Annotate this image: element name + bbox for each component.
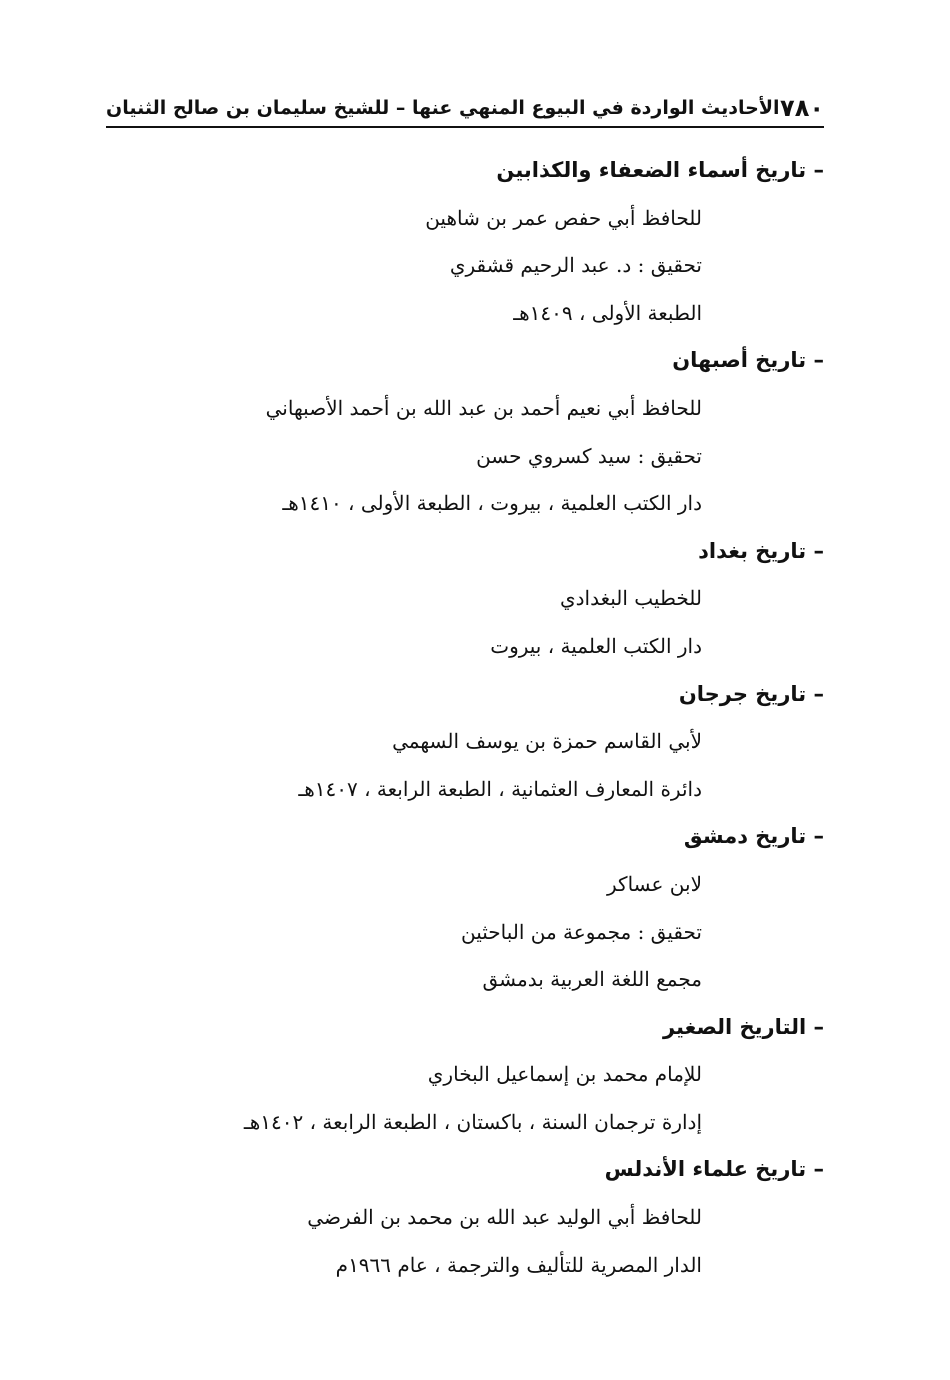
bibliography-entry	[124, 340, 824, 530]
entry-detail-line: للحافظ أبي الوليد عبد الله بن محمد بن الفرضي	[307, 1205, 702, 1230]
entry-detail-line: دار الكتب العلمية ، بيروت ، الطبعة الأولى ، ١٤١٠هـ	[282, 491, 702, 516]
entry-detail-line: الدار المصرية للتأليف والترجمة ، عام ١٩٦٦م	[335, 1252, 702, 1277]
page-header	[106, 86, 824, 128]
entry-detail-line: تحقيق : مجموعة من الباحثين	[460, 919, 702, 944]
running-title: الأحاديث الواردة في البيوع المنهي عنها – للشيخ سليمان بن صالح الثنيان	[106, 97, 780, 119]
bibliography-entry	[124, 1007, 824, 1150]
bibliography-entry	[124, 1149, 824, 1292]
entry-detail-line: للإمام محمد بن إسماعيل البخاري	[427, 1062, 702, 1087]
entry-detail-line: إدارة ترجمان السنة ، باكستان ، الطبعة الرابعة ، ١٤٠٢هـ	[243, 1109, 702, 1134]
entry-title: – تاريخ علماء الأندلس	[604, 1157, 824, 1182]
page-number: ٧٨٠	[780, 94, 824, 122]
bibliography-entry	[124, 531, 824, 674]
entry-detail-line: تحقيق : د. عبد الرحيم قشقري	[449, 253, 702, 278]
entry-detail-line: للخطيب البغدادي	[559, 586, 702, 611]
entry-title: – تاريخ أسماء الضعفاء والكذابين	[496, 158, 824, 182]
entry-detail-line: لأبي القاسم حمزة بن يوسف السهمي	[392, 729, 702, 754]
entry-detail-line: دائرة المعارف العثمانية ، الطبعة الرابعة ، ١٤٠٧هـ	[298, 776, 702, 801]
entry-title: – تاريخ أصبهان	[672, 348, 824, 373]
bibliography-entry	[124, 674, 824, 817]
bibliography-entry	[124, 816, 824, 1006]
entry-detail-line: للحافظ أبي نعيم أحمد بن عبد الله بن أحمد الأصبهاني	[265, 395, 702, 420]
bibliography-entry	[124, 150, 824, 340]
entry-title: – تاريخ جرجان	[678, 681, 824, 706]
entry-detail-line: تحقيق : سيد كسروي حسن	[476, 443, 702, 468]
bibliography-list	[124, 150, 824, 1292]
entry-title: – التاريخ الصغير	[662, 1014, 824, 1039]
entry-detail-line: لابن عساكر	[607, 871, 702, 896]
entry-detail-line: للحافظ أبي حفص عمر بن شاهين	[425, 205, 702, 230]
entry-title: – تاريخ بغداد	[698, 538, 824, 563]
entry-title: – تاريخ دمشق	[683, 824, 824, 849]
entry-detail-line: الطبعة الأولى ، ١٤٠٩هـ	[513, 300, 702, 325]
entry-detail-line: دار الكتب العلمية ، بيروت	[490, 633, 702, 658]
entry-detail-line: مجمع اللغة العربية بدمشق	[482, 967, 702, 992]
